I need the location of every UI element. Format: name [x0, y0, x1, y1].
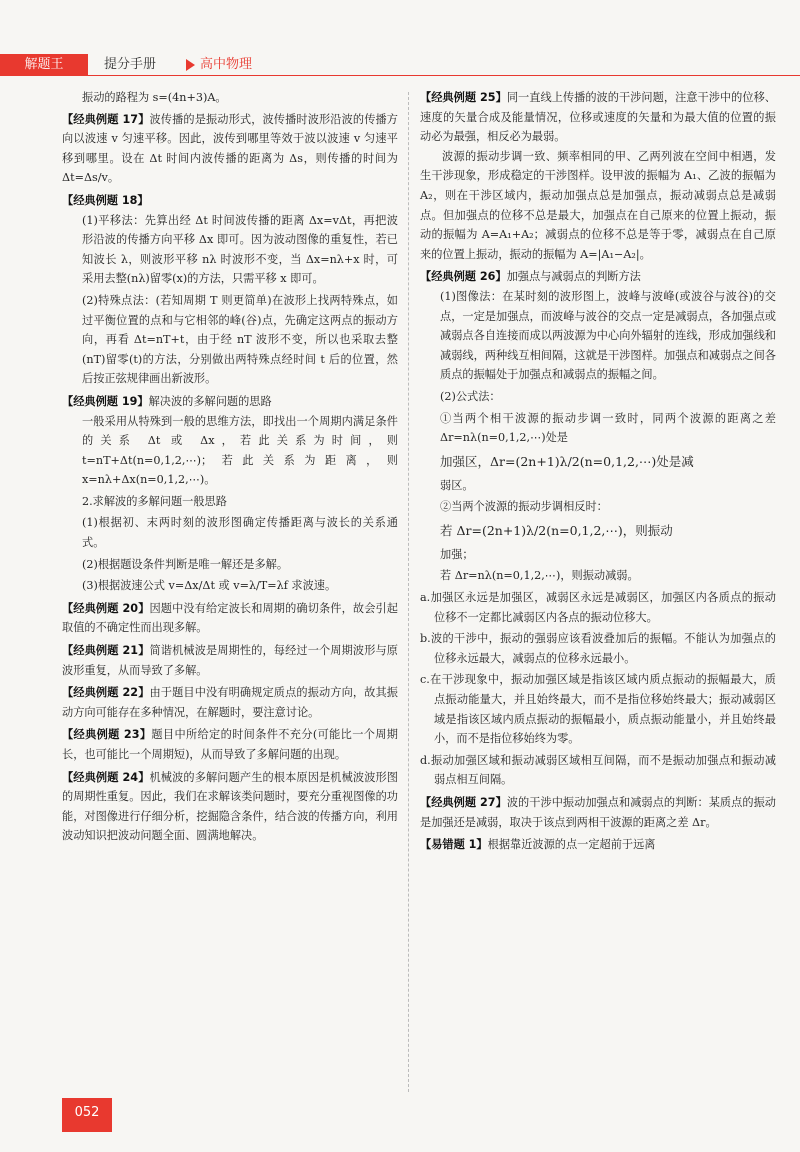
example-text: 因题中没有给定波长和周期的确切条件，故会引起取值的不确定性而出现多解。	[62, 601, 398, 635]
example-tag: 【经典例题 27】	[420, 796, 507, 809]
subject-title: 高中物理	[200, 57, 253, 72]
example-tag: 【经典例题 19】	[62, 394, 149, 408]
example-paragraph: (2)公式法：	[440, 389, 501, 403]
example-paragraph: (2)根据题设条件判断是唯一解还是多解。	[82, 557, 289, 571]
error-prone-1	[420, 835, 776, 855]
example-text: 机械波的多解问题产生的根本原因是机械波波形图的周期性重复。因此，我们在求解该类问题时，要充分重视图像的功能，对图像进行仔细分析，挖掘隐含条件，结合波的传播方向，利用波动知识把波动问题全面、圆满地解决。	[62, 770, 398, 843]
example-24	[62, 768, 398, 846]
example-text: 由于题目中没有明确规定质点的振动方向，故其振动方向可能存在多种情况，在解题时，要注意讨论。	[62, 686, 398, 719]
page-number: 052	[62, 1098, 112, 1132]
continued-text: 振动的路程为 s=(4n+3)A。	[82, 91, 227, 104]
example-text: 同一直线上传播的波的干涉问题，注意干涉中的位移、速度的矢量合成及能量情况，位移或速度的矢量和为最大值的位置的振动必为最强，相反必为最弱。	[420, 91, 776, 144]
header-rule	[0, 75, 800, 76]
list-item: a.加强区永远是加强区，减弱区永远是减弱区，加强区内各质点的振动位移不一定都比减弱区内各点的振动位移大。	[420, 591, 776, 624]
example-tag: 【经典例题 21】	[62, 644, 150, 658]
example-27	[420, 793, 776, 832]
example-text: 波传播的是振动形式，波传播时波形沿波的传播方向以波速 v 匀速平移。因此，波传到哪里等效于波以波速 v 匀速平移到哪里。设在 Δt 时间内波传播的距离为 Δs，则传播的时间为 Δt=Δs/v。	[62, 112, 398, 185]
example-paragraph: (1)平移法：先算出经 Δt 时间波传播的距离 Δx=vΔt，再把波形沿波的传播方向平移 Δx 即可。因为波动图像的重复性，若已知波长 λ，则波形平移 nλ 时波形不变，当 Δx=nλ+x 时，可采用去整(nλ)留零(x)的方法，只需平移 x 即可。	[82, 213, 398, 286]
right-column	[420, 88, 776, 858]
list-item: c.在干涉现象中，振动加强区域是指该区域内质点振动的振幅最大，质点振动能量大，并且始终最大，而不是指位移始终最大；振动减弱区域是指该区域内质点振动的振幅最小，质点振动能量小，并且始终最小，而不是指位移始终为零。	[420, 673, 776, 746]
example-tag: 【经典例题 17】	[62, 112, 150, 126]
triangle-icon	[186, 59, 195, 71]
formula-line: 若 Δr=(2n+1)λ/2(n=0,1,2,⋯)，则振动	[440, 522, 673, 538]
example-title: 解决波的多解问题的思路	[148, 394, 272, 408]
left-column	[62, 88, 398, 849]
example-26	[420, 267, 776, 790]
example-22	[62, 683, 398, 722]
example-23	[62, 725, 398, 764]
list-item: b.波的干涉中，振动的强弱应该看波叠加后的振幅。不能认为加强点的位移永远最大，减弱点的位移永远最小。	[420, 632, 776, 665]
example-paragraph: ①当两个相干波源的振动步调一致时，同两个波源的距离之差 Δr=nλ(n=0,1,2,⋯)处是	[440, 411, 776, 445]
example-paragraph: (1)根据初、末两时刻的波形图确定传播距离与波长的关系通式。	[82, 516, 398, 550]
example-tag: 【经典例题 25】	[420, 91, 507, 104]
example-tag: 【经典例题 22】	[62, 686, 150, 700]
example-18	[62, 191, 398, 389]
example-paragraph: (3)根据波速公式 v=Δx/Δt 或 v=λ/T=λf 求波速。	[82, 579, 337, 593]
example-20	[62, 599, 398, 638]
example-paragraph: (2)特殊点法：(若知周期 T 则更简单)在波形上找两特殊点，如过平衡位置的点和与它相邻的峰(谷)点，先确定这两点的振动方向，再看 Δt=nT+t，由于经 nT 波形不变，所以也采取去整(nT)留零(t)的方法，分别做出两特殊点经时间 t 后的位置，然后按正弦规律画出新波形。	[82, 293, 398, 386]
example-text: 题目中所给定的时间条件不充分(可能比一个周期长，也可能比一个周期短)，从而导致了多解问题的出现。	[62, 728, 398, 761]
example-paragraph: 若 Δr=nλ(n=0,1,2,⋯)，则振动减弱。	[440, 569, 639, 583]
example-text: 根据靠近波源的点一定超前于远离	[487, 838, 656, 852]
page-header	[0, 54, 800, 76]
example-text: 简谐机械波是周期性的，每经过一个周期波形与原波形重复，从而导致了多解。	[62, 644, 398, 677]
example-paragraph: 2.求解波的多解问题一般思路	[82, 494, 227, 508]
example-paragraph: (1)图像法：在某时刻的波形图上，波峰与波峰(或波谷与波谷)的交点，一定是加强点，而波峰与波谷的交点一定是减弱点，各加强点或减弱点各自连接而成以两波源为中心向外辐射的连线，形成加强线和减弱线，两种线互相间隔，这就是干涉图样。加强点和减弱点之间各质点的振幅处于加强点和减弱点的振幅之间。	[440, 289, 776, 382]
example-tag: 【经典例题 26】	[420, 270, 507, 284]
example-text: 波的干涉中振动加强点和减弱点的判断：某质点的振动是加强还是减弱，取决于该点到两相干波源的距离之差 Δr。	[420, 796, 776, 829]
example-paragraph: 加强；	[440, 547, 474, 561]
example-tag: 【经典例题 24】	[62, 770, 150, 784]
example-25	[420, 88, 776, 264]
example-tag: 【易错题 1】	[420, 838, 488, 852]
formula-line: 加强区，Δr=(2n+1)λ/2(n=0,1,2,⋯)处是减	[440, 453, 694, 469]
example-paragraph: 波源的振动步调一致、频率相同的甲、乙两列波在空间中相遇，发生干涉现象，形成稳定的干涉图样。设甲波的振幅为 A₁、乙波的振幅为 A₂，则在干涉区域内，振动加强点总是加强点，振动减弱点总是减弱点。但加强点的位移不总是最大，加强点在自己原来的位置上振动，振动的振幅为 A=A₁+A₂；减弱点的位移不总是等于零，减弱点在自己原来的位置上振动，振动的振幅为 A=|A₁−A₂|。	[420, 149, 776, 261]
example-title: 加强点与减弱点的判断方法	[506, 270, 641, 284]
example-17	[62, 110, 398, 188]
example-tag: 【经典例题 20】	[62, 601, 150, 615]
example-paragraph: ②当两个波源的振动步调相反时：	[440, 500, 608, 514]
brand-label: 解题王	[0, 54, 88, 76]
book-title: 提分手册	[104, 57, 157, 72]
example-tag: 【经典例题 23】	[62, 728, 152, 742]
example-19	[62, 392, 398, 596]
list-item: d.振动加强区域和振动减弱区域相互间隔，而不是振动加强点和振动减弱点相互间隔。	[420, 753, 776, 787]
example-paragraph: 一般采用从特殊到一般的思维方法，即找出一个周期内满足条件的关系 Δt 或 Δx，若此关系为时间，则 t=nT+Δt(n=0,1,2,⋯)；若此关系为距离，则 x=nλ+Δx(n=0,1,2,⋯)。	[82, 414, 398, 487]
example-paragraph: 弱区。	[440, 478, 474, 492]
column-divider	[408, 92, 409, 1092]
example-21	[62, 641, 398, 680]
example-tag: 【经典例题 18】	[62, 193, 149, 207]
